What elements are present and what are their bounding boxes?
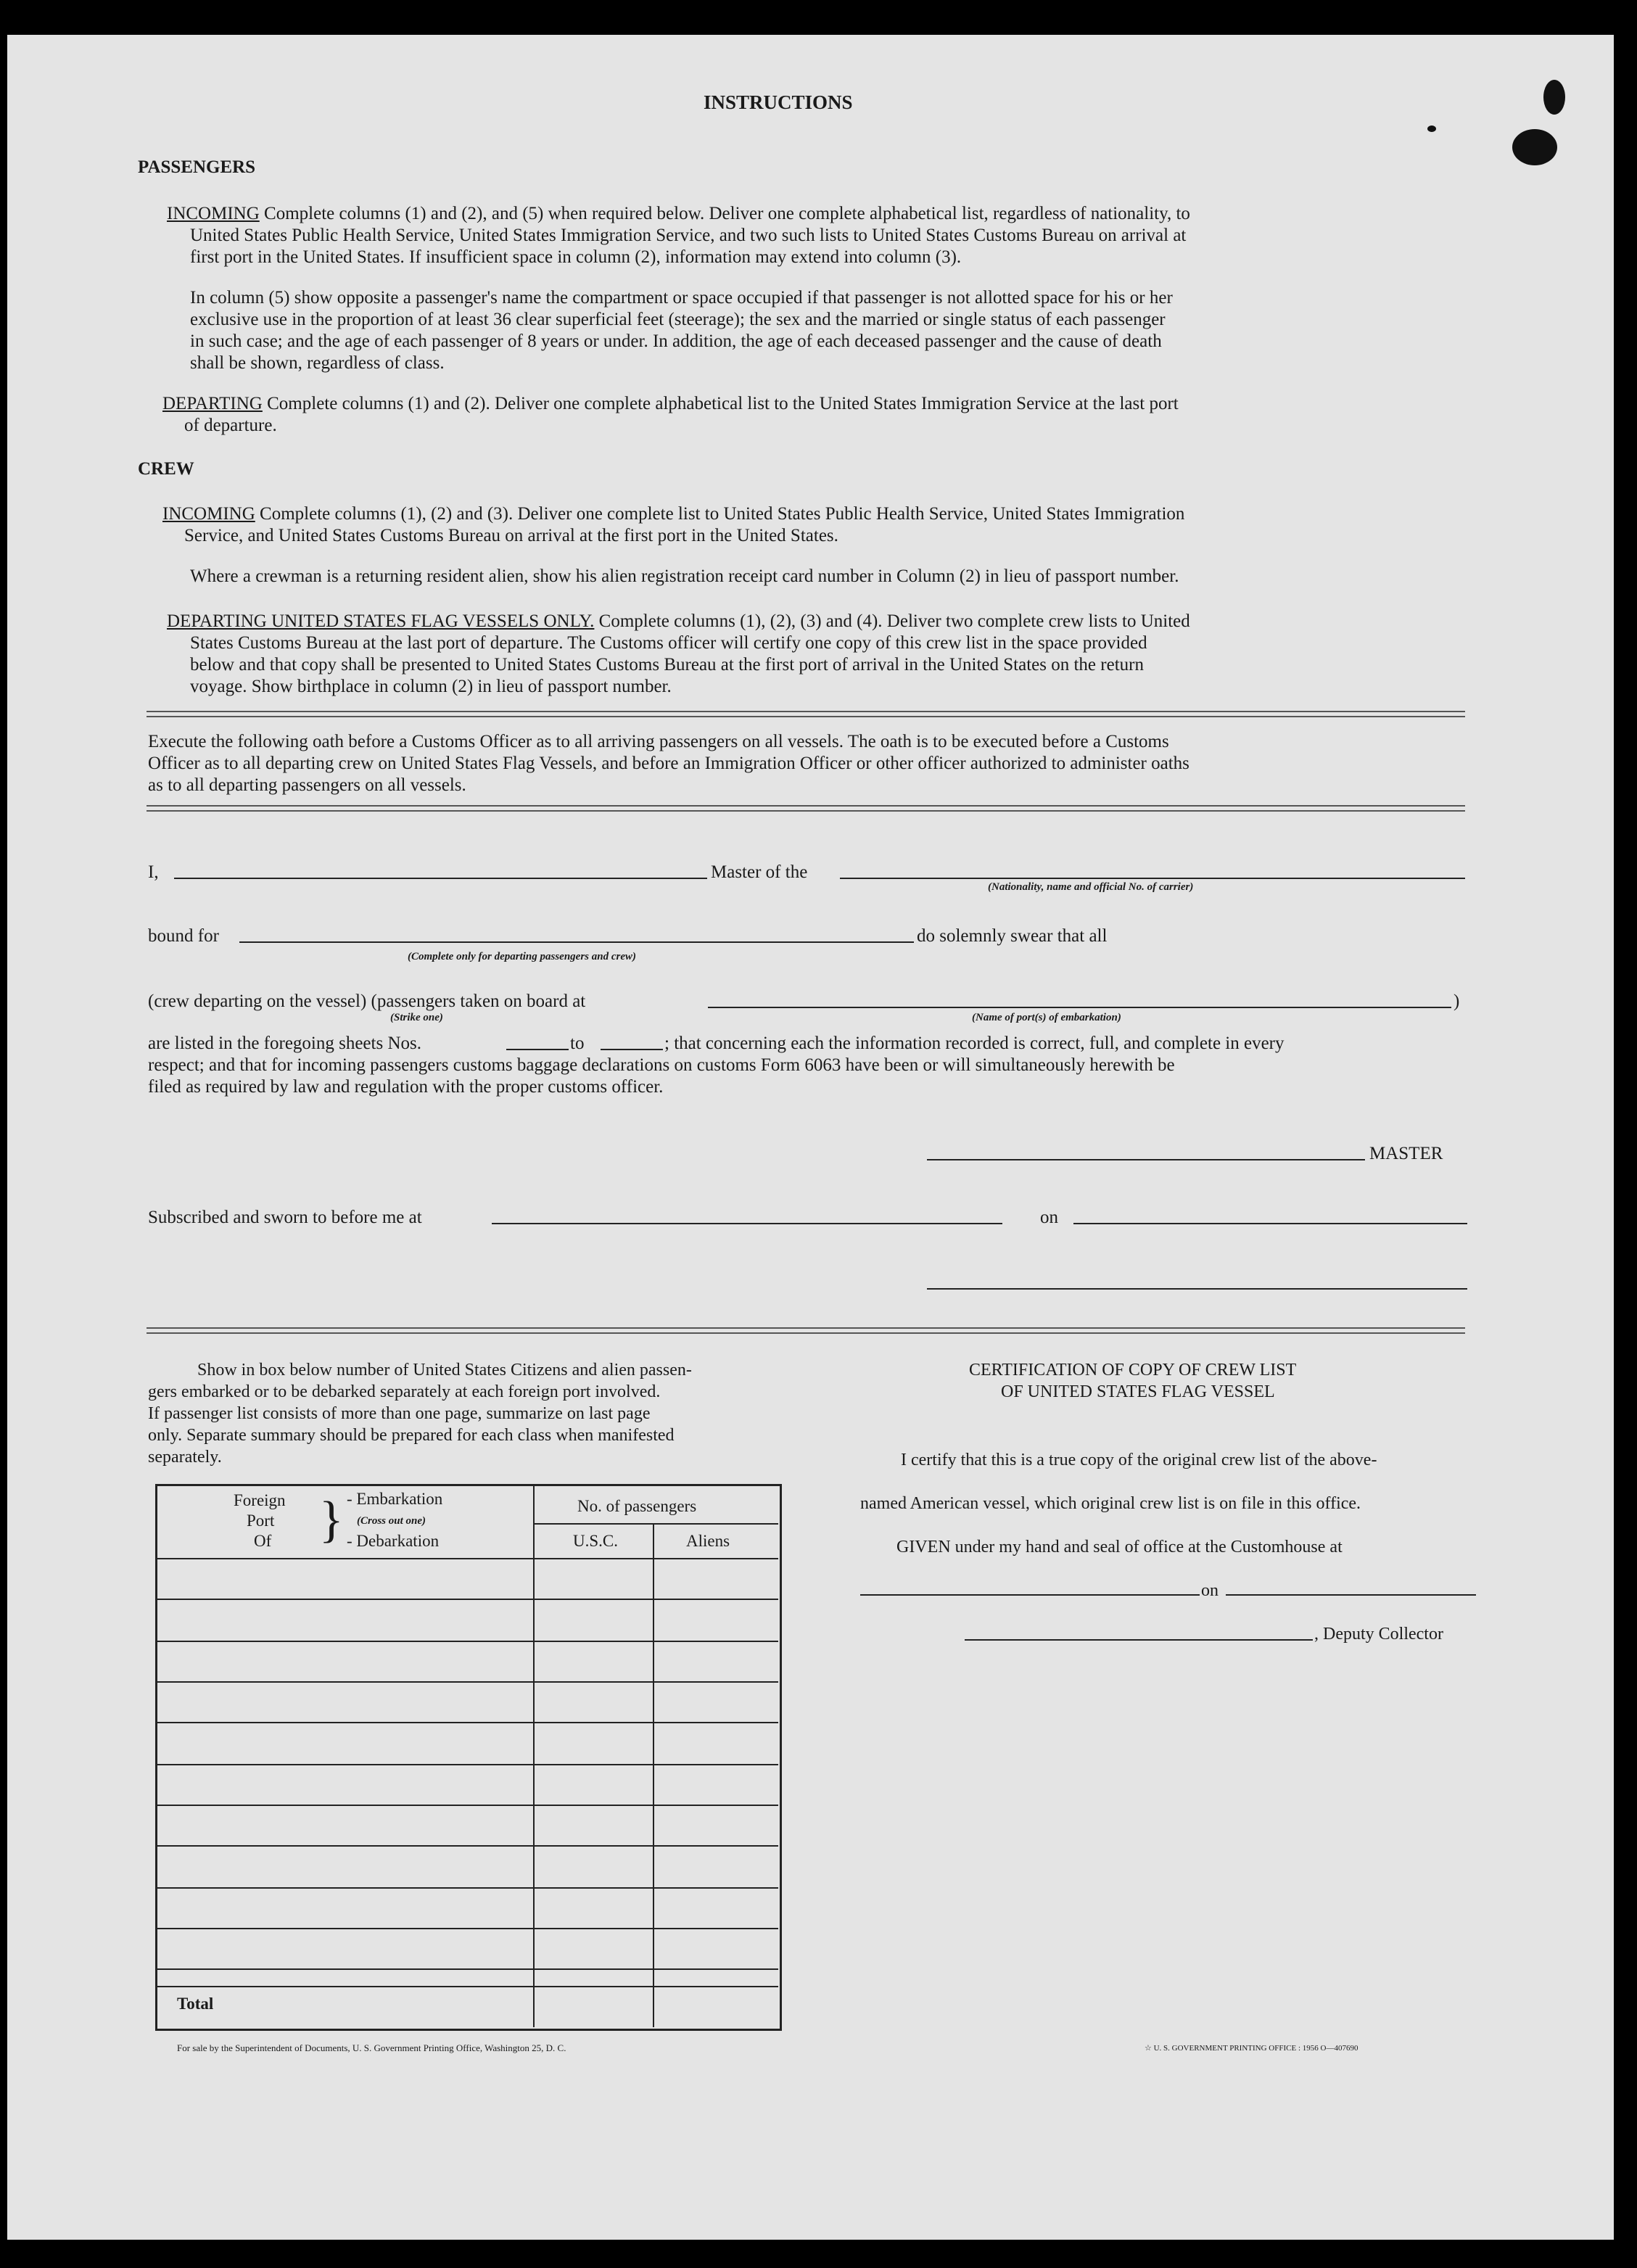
cert-date-field[interactable] <box>1226 1594 1476 1596</box>
crew-departing-text: below and that copy shall be presented to United States Customs Bureau at the first port of arrival in the United States on the return <box>190 655 1144 675</box>
ink-blot <box>1427 125 1436 132</box>
sworn-place-field[interactable] <box>492 1223 1002 1224</box>
footer-left: For sale by the Superintendent of Documents, U. S. Government Printing Office, Washington 25, D. C. <box>177 2042 566 2053</box>
customhouse-field[interactable] <box>860 1594 1200 1596</box>
passengers-departing-text: Complete columns (1) and (2). Deliver one complete alphabetical list to the United States Immigration Service at the last port <box>267 394 1179 413</box>
usc-header: U.S.C. <box>573 1532 618 1550</box>
passengers-incoming-line <box>167 203 1190 225</box>
table-row-line <box>157 1599 778 1600</box>
strike-one-note: (Strike one) <box>390 1012 443 1023</box>
listed-text: ; that concerning each the information recorded is correct, full, and complete in every <box>664 1034 1285 1053</box>
table-row-line <box>157 1986 778 1987</box>
column5-text: shall be shown, regardless of class. <box>190 353 445 373</box>
listed-label: are listed in the foregoing sheets Nos. <box>148 1034 421 1053</box>
oath-intro-text: Execute the following oath before a Customs Officer as to all arriving passengers on all vessels. The oath is to be executed before a Customs <box>148 732 1169 751</box>
passengers-incoming-text: Complete columns (1) and (2), and (5) when required below. Deliver one complete alphabetical list, regardless of nationality, to <box>264 204 1190 223</box>
crew-departing-text: States Customs Bureau at the last port of departure. The Customs officer will certify one copy of this crew list in the space provided <box>190 633 1147 653</box>
bound-for-label: bound for <box>148 926 219 946</box>
nationality-note: (Nationality, name and official No. of carrier) <box>988 881 1194 893</box>
table-row-line <box>157 1845 778 1847</box>
filed-text: filed as required by law and regulation with the proper customs officer. <box>148 1077 664 1097</box>
table-row-line <box>157 1968 778 1970</box>
carrier-field[interactable] <box>840 878 1465 879</box>
oath-intro-text: Officer as to all departing crew on United States Flag Vessels, and before an Immigration Officer or other officer authorized to administer oaths <box>148 754 1189 773</box>
certification-text: GIVEN under my hand and seal of office at the Customhouse at <box>896 1538 1343 1556</box>
summary-text: separately. <box>148 1448 222 1467</box>
divider <box>147 805 1465 812</box>
embarkation-header: - Embarkation <box>347 1490 443 1508</box>
on-label: on <box>1040 1208 1058 1227</box>
crew-departing-text: Complete columns (1), (2), (3) and (4). Deliver two complete crew lists to United <box>598 611 1190 631</box>
column5-text: exclusive use in the proportion of at least 36 clear superficial feet (steerage); the sex and the married or single status of each passenger <box>190 310 1166 329</box>
certification-text: I certify that this is a true copy of the original crew list of the above- <box>901 1451 1377 1469</box>
close-paren: ) <box>1453 991 1460 1011</box>
aliens-header: Aliens <box>686 1532 730 1550</box>
table-divider <box>533 1485 535 2027</box>
sheet-from-field[interactable] <box>506 1049 569 1050</box>
footer-right: ☆ U. S. GOVERNMENT PRINTING OFFICE : 1956 O—407690 <box>1145 2044 1358 2053</box>
column5-text: In column (5) show opposite a passenger's name the compartment or space occupied if that passenger is not allotted space for his or her <box>190 288 1173 308</box>
port-header: Port <box>247 1512 275 1530</box>
of-header: Of <box>254 1532 272 1550</box>
passengers-heading: PASSENGERS <box>138 157 256 177</box>
summary-text: only. Separate summary should be prepared for each class when manifested <box>148 1426 675 1445</box>
crew-passengers-label: (crew departing on the vessel) (passengers taken on board at <box>148 991 586 1011</box>
oath-i-label: I, <box>148 862 159 882</box>
crew-heading: CREW <box>138 459 194 479</box>
table-row-line <box>157 1928 778 1929</box>
table-row-line <box>157 1641 778 1642</box>
oath-intro-text: as to all departing passengers on all vessels. <box>148 775 466 795</box>
passengers-incoming-text: first port in the United States. If insufficient space in column (2), information may extend into column (3). <box>190 247 962 267</box>
deputy-collector-label: , Deputy Collector <box>1314 1625 1443 1644</box>
departing-label: DEPARTING UNITED STATES FLAG VESSELS ONLY. <box>167 611 595 631</box>
table-row-line <box>157 1764 778 1765</box>
sheet-to-field[interactable] <box>601 1049 663 1050</box>
crew-incoming-text: Service, and United States Customs Bureau on arrival at the first port in the United States. <box>184 526 838 545</box>
ink-blot <box>1512 129 1557 165</box>
cross-out-note: (Cross out one) <box>357 1515 426 1527</box>
master-label: MASTER <box>1369 1144 1443 1163</box>
incoming-label: INCOMING <box>167 204 260 223</box>
crew-incoming-line <box>162 503 1184 525</box>
swear-label: do solemnly swear that all <box>917 926 1108 946</box>
certification-title: OF UNITED STATES FLAG VESSEL <box>1001 1382 1275 1401</box>
table-divider <box>535 1523 778 1525</box>
complete-only-note: (Complete only for departing passengers and crew) <box>408 951 636 962</box>
summary-text: Show in box below number of United States Citizens and alien passen- <box>197 1361 692 1380</box>
crew-departing-line <box>167 611 1190 632</box>
table-row-line <box>157 1558 778 1559</box>
departing-label: DEPARTING <box>162 394 263 413</box>
page-title: INSTRUCTIONS <box>704 91 853 113</box>
crew-resident-text: Where a crewman is a returning resident alien, show his alien registration receipt card number in Column (2) in lieu of passport number. <box>190 566 1179 586</box>
crew-departing-text: voyage. Show birthplace in column (2) in lieu of passport number. <box>190 677 672 696</box>
incoming-label: INCOMING <box>162 504 255 524</box>
passengers-departing-text: of departure. <box>184 416 277 435</box>
form-sheet <box>7 35 1614 2240</box>
master-of-label: Master of the <box>711 862 808 882</box>
summary-text: If passenger list consists of more than one page, summarize on last page <box>148 1404 651 1423</box>
deputy-signature-field[interactable] <box>965 1639 1313 1641</box>
master-name-field[interactable] <box>174 878 707 879</box>
passenger-summary-table <box>155 1484 782 2031</box>
table-row-line <box>157 1681 778 1683</box>
passengers-incoming-text: United States Public Health Service, United States Immigration Service, and two such lists to United States Customs Bureau on arrival at <box>190 226 1187 245</box>
table-row-line <box>157 1887 778 1889</box>
foreign-header: Foreign <box>234 1491 286 1509</box>
cert-on-label: on <box>1201 1581 1219 1600</box>
summary-text: gers embarked or to be debarked separately at each foreign port involved. <box>148 1382 661 1401</box>
debarkation-header: - Debarkation <box>347 1532 440 1550</box>
crew-incoming-text: Complete columns (1), (2) and (3). Deliver one complete list to United States Public Health Service, United States Immigration <box>260 504 1185 524</box>
bound-for-field[interactable] <box>239 941 914 943</box>
officer-signature-field[interactable] <box>927 1288 1467 1290</box>
no-passengers-header: No. of passengers <box>577 1497 697 1515</box>
listed-to-label: to <box>570 1034 585 1053</box>
certification-text: named American vessel, which original crew list is on file in this office. <box>860 1494 1361 1513</box>
respect-text: respect; and that for incoming passengers customs baggage declarations on customs Form 6063 have been or will simultaneously herewith be <box>148 1055 1175 1075</box>
ink-blot <box>1543 80 1565 115</box>
embarkation-port-field[interactable] <box>708 1007 1451 1008</box>
master-signature-field[interactable] <box>927 1159 1365 1160</box>
column5-text: in such case; and the age of each passenger of 8 years or under. In addition, the age of each deceased passenger and the cause of death <box>190 331 1162 351</box>
port-note: (Name of port(s) of embarkation) <box>972 1012 1121 1023</box>
subscribed-label: Subscribed and sworn to before me at <box>148 1208 422 1227</box>
sworn-date-field[interactable] <box>1073 1223 1467 1224</box>
divider <box>147 1327 1465 1334</box>
certification-title: CERTIFICATION OF COPY OF CREW LIST <box>969 1361 1297 1380</box>
table-row-line <box>157 1805 778 1806</box>
brace-icon: } <box>319 1492 344 1548</box>
divider <box>147 711 1465 717</box>
table-row-line <box>157 1722 778 1723</box>
total-label: Total <box>177 1995 214 2013</box>
passengers-departing-line <box>162 393 1179 415</box>
